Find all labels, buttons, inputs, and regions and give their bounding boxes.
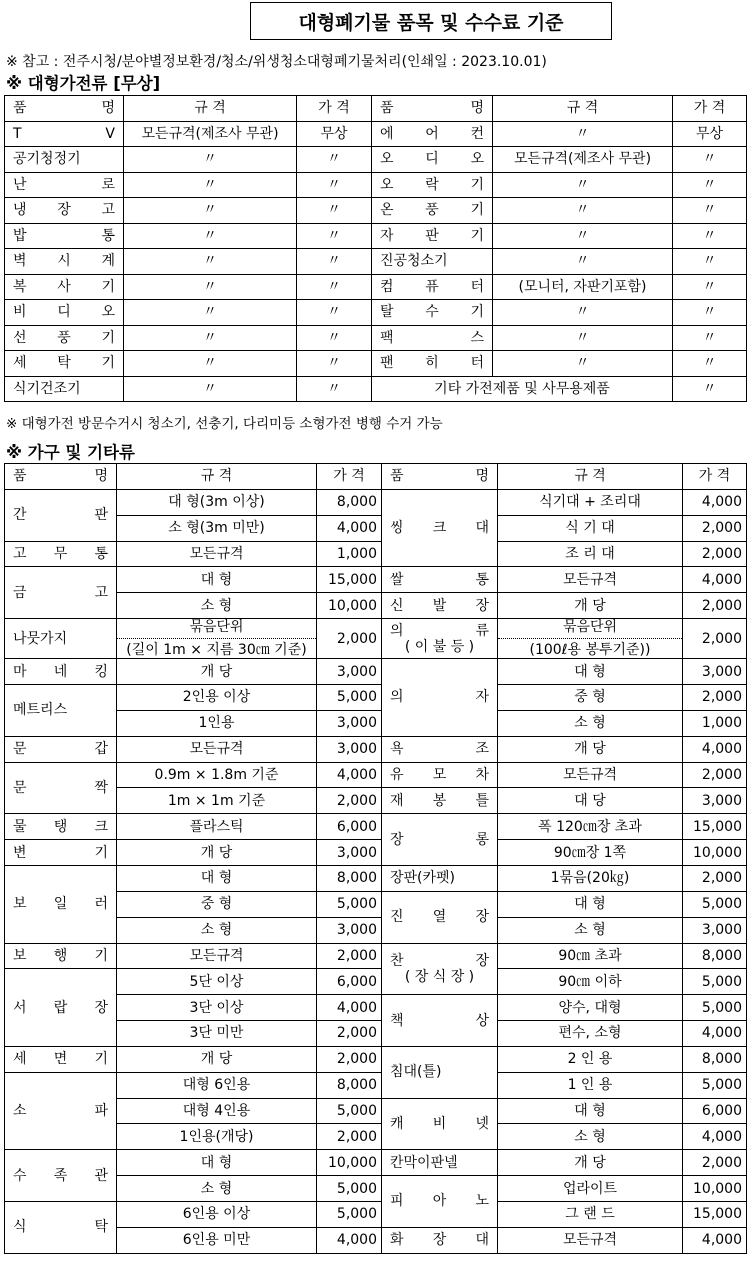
item-name: 에 어 컨 — [372, 121, 493, 147]
item-spec: 6인용 미만 — [117, 1227, 317, 1253]
item-price: 8,000 — [317, 866, 382, 892]
item-name: 메트리스 — [5, 685, 117, 737]
item-name: 오 락 기 — [372, 172, 493, 198]
item-spec: 개 당 — [498, 593, 683, 619]
item-price: 4,000 — [683, 567, 747, 593]
item-spec: 대형 6인용 — [117, 1072, 317, 1098]
item-price: 〃 — [673, 223, 747, 249]
item-price: 3,000 — [317, 736, 382, 762]
item-spec: 개 당 — [117, 1046, 317, 1072]
item-spec: 개 당 — [117, 840, 317, 866]
item-price: 〃 — [297, 300, 372, 326]
item-spec: 〃 — [493, 172, 673, 198]
table-header — [5, 464, 747, 490]
item-spec: 식 기 대 — [498, 515, 683, 541]
page-title: 대형폐기물 품목 및 수수료 기준 — [250, 2, 612, 40]
item-name: 밥 통 — [5, 223, 124, 249]
item-spec: 〃 — [493, 325, 673, 351]
item-price: 2,000 — [683, 515, 747, 541]
item-price: 3,000 — [317, 840, 382, 866]
item-name: 유 모 차 — [382, 762, 498, 788]
item-price: 10,000 — [683, 1176, 747, 1202]
item-spec: 중 형 — [117, 891, 317, 917]
item-spec: 그 랜 드 — [498, 1201, 683, 1227]
header-price: 가 격 — [317, 464, 382, 490]
item-price: 〃 — [297, 249, 372, 275]
item-name: 서 랍 장 — [5, 969, 117, 1047]
table-row — [5, 1098, 747, 1124]
item-spec: 개 당 — [498, 1150, 683, 1176]
table-row — [5, 866, 747, 892]
item-price: 8,000 — [317, 489, 382, 515]
item-name: T V — [5, 121, 124, 147]
item-price: 2,000 — [683, 619, 747, 659]
item-spec: 90㎝ 이하 — [498, 969, 683, 995]
table-header — [5, 96, 747, 122]
item-spec: 〃 — [493, 223, 673, 249]
item-spec: 폭 120㎝장 초과 — [498, 814, 683, 840]
table-row — [5, 710, 747, 736]
item-name: 복 사 기 — [5, 274, 124, 300]
item-name-line: 의 류 — [390, 622, 489, 639]
item-spec: 대형 4인용 — [117, 1098, 317, 1124]
item-spec: 2 인 용 — [498, 1046, 683, 1072]
item-price: 15,000 — [317, 567, 382, 593]
item-spec: 3단 미만 — [117, 1021, 317, 1047]
item-spec: 소 형(3m 미만) — [117, 515, 317, 541]
item-price: 〃 — [297, 147, 372, 173]
item-spec-line: 묶음단위 — [498, 619, 682, 639]
item-price: 〃 — [673, 147, 747, 173]
item-spec: 0.9m × 1.8m 기준 — [117, 762, 317, 788]
header-name: 품 명 — [372, 96, 493, 122]
item-price: 〃 — [297, 274, 372, 300]
item-price: 〃 — [673, 198, 747, 224]
item-price: 5,000 — [683, 969, 747, 995]
item-spec: 90㎝ 초과 — [498, 943, 683, 969]
table-row — [5, 593, 747, 619]
table-row — [5, 198, 747, 224]
item-name: 욕 조 — [382, 736, 498, 762]
item-price: 〃 — [673, 325, 747, 351]
item-price: 10,000 — [683, 840, 747, 866]
item-spec: 모든규격(제조사 무관) — [124, 121, 297, 147]
item-price: 5,000 — [317, 1201, 382, 1227]
table-row — [5, 489, 747, 515]
table-row — [5, 376, 747, 402]
item-spec: 〃 — [493, 198, 673, 224]
appliance-note: ※ 대형가전 방문수거시 청소기, 선충기, 다리미등 소형가전 병행 수거 가능 — [6, 416, 443, 432]
item-price: 3,000 — [683, 659, 747, 685]
item-spec: 〃 — [124, 147, 297, 173]
item-price: 15,000 — [683, 1201, 747, 1227]
table-row — [5, 917, 747, 943]
table-row — [5, 1021, 747, 1047]
table-row — [5, 943, 747, 969]
item-spec: (모니터, 자판기포함) — [493, 274, 673, 300]
item-spec: 모든규격 — [117, 541, 317, 567]
item-name: 기타 가전제품 및 사무용제품 — [372, 376, 673, 402]
item-price: 2,000 — [683, 593, 747, 619]
item-name: 진공청소기 — [372, 249, 493, 275]
item-name — [382, 619, 498, 659]
table-row — [5, 814, 747, 840]
item-price: 무상 — [297, 121, 372, 147]
table-row — [5, 351, 747, 377]
table-row — [5, 736, 747, 762]
item-price: 3,000 — [683, 788, 747, 814]
item-price: 2,000 — [317, 619, 382, 659]
item-spec: 6인용 이상 — [117, 1201, 317, 1227]
item-name: 소 파 — [5, 1072, 117, 1150]
item-spec: 모든규격 — [117, 736, 317, 762]
item-price: 〃 — [297, 223, 372, 249]
item-price: 〃 — [297, 376, 372, 402]
item-spec: 1 인 용 — [498, 1072, 683, 1098]
item-name: 온 풍 기 — [372, 198, 493, 224]
table-row — [5, 223, 747, 249]
item-name: 캐 비 넷 — [382, 1098, 498, 1150]
item-spec: 2인용 이상 — [117, 685, 317, 711]
item-spec: 〃 — [124, 300, 297, 326]
header-spec: 규 격 — [117, 464, 317, 490]
item-name: 식기건조기 — [5, 376, 124, 402]
table-row — [5, 659, 747, 685]
item-spec: 1묶음(20㎏) — [498, 866, 683, 892]
item-price: 8,000 — [317, 1072, 382, 1098]
item-spec: 소 형 — [117, 1176, 317, 1202]
table-row — [5, 1227, 747, 1253]
table-row — [5, 762, 747, 788]
item-price: 5,000 — [683, 1072, 747, 1098]
item-spec: 〃 — [124, 325, 297, 351]
table-row — [5, 1124, 747, 1150]
item-name: 식 탁 — [5, 1201, 117, 1253]
header-name: 품 명 — [382, 464, 498, 490]
item-price: 4,000 — [683, 1021, 747, 1047]
table-row — [5, 995, 747, 1021]
item-spec: 〃 — [493, 351, 673, 377]
item-price: 6,000 — [683, 1098, 747, 1124]
item-price: 5,000 — [683, 995, 747, 1021]
item-price: 4,000 — [317, 762, 382, 788]
item-name: 장 롱 — [382, 814, 498, 866]
header-spec: 규 격 — [498, 464, 683, 490]
item-spec: 대 형 — [117, 567, 317, 593]
reference-note: ※ 참고 : 전주시청/분야별정보환경/청소/위생청소대형폐기물처리(인쇄일 : 2023.10.01) — [6, 54, 547, 70]
item-name: 침대(틀) — [382, 1046, 498, 1098]
item-spec: 소 형 — [498, 710, 683, 736]
item-price: 〃 — [297, 172, 372, 198]
item-name: 칸막이판넬 — [382, 1150, 498, 1176]
item-price: 4,000 — [317, 995, 382, 1021]
item-spec: 개 당 — [117, 659, 317, 685]
item-price: 2,000 — [317, 1124, 382, 1150]
item-name: 세 탁 기 — [5, 351, 124, 377]
item-price: 4,000 — [683, 489, 747, 515]
table-row — [5, 325, 747, 351]
item-name: 의 자 — [382, 659, 498, 737]
item-name: 수 족 관 — [5, 1150, 117, 1202]
table-row — [5, 891, 747, 917]
table-row — [5, 300, 747, 326]
table-row — [5, 1176, 747, 1202]
item-spec: 대 형 — [117, 1150, 317, 1176]
item-spec: 대 형 — [498, 659, 683, 685]
table-row — [5, 685, 747, 711]
item-name-line: ( 이 불 등 ) — [404, 638, 475, 655]
item-price: 〃 — [673, 249, 747, 275]
item-price: 3,000 — [317, 917, 382, 943]
item-spec-line: 묶음단위 — [117, 619, 316, 639]
item-name: 쌀 통 — [382, 567, 498, 593]
item-price: 5,000 — [317, 1176, 382, 1202]
item-name: 마 네 킹 — [5, 659, 117, 685]
table-row — [5, 567, 747, 593]
header-name: 품 명 — [5, 96, 124, 122]
item-price: 6,000 — [317, 969, 382, 995]
section1-heading: ※ 대형가전류 [무상] — [6, 74, 161, 93]
item-spec: 모든규격 — [498, 567, 683, 593]
item-name: 난 로 — [5, 172, 124, 198]
item-price: 무상 — [673, 121, 747, 147]
item-spec: 90㎝장 1쪽 — [498, 840, 683, 866]
item-price: 2,000 — [683, 866, 747, 892]
item-name: 오 디 오 — [372, 147, 493, 173]
item-spec: 모든규격 — [498, 1227, 683, 1253]
item-price: 1,000 — [317, 541, 382, 567]
item-price: 3,000 — [683, 917, 747, 943]
item-spec: 〃 — [124, 351, 297, 377]
header-spec: 규 격 — [493, 96, 673, 122]
item-price: 5,000 — [683, 891, 747, 917]
header-name: 품 명 — [5, 464, 117, 490]
table-row — [5, 274, 747, 300]
item-price: 4,000 — [317, 1227, 382, 1253]
item-price: 3,000 — [317, 659, 382, 685]
item-spec — [498, 619, 683, 659]
item-spec: 소 형 — [117, 917, 317, 943]
item-spec-line: (길이 1m × 지름 30㎝ 기준) — [126, 642, 307, 659]
item-price: 〃 — [297, 325, 372, 351]
item-name: 벽 시 계 — [5, 249, 124, 275]
item-name-line: ( 장 식 장 ) — [404, 968, 475, 985]
item-price: 4,000 — [317, 515, 382, 541]
item-name: 문 갑 — [5, 736, 117, 762]
item-spec: 대 당 — [498, 788, 683, 814]
item-spec: 〃 — [124, 249, 297, 275]
item-name: 보 일 러 — [5, 866, 117, 944]
item-price: 2,000 — [683, 1150, 747, 1176]
item-spec: 양수, 대형 — [498, 995, 683, 1021]
item-spec: 소 형 — [498, 917, 683, 943]
item-name: 물 탱 크 — [5, 814, 117, 840]
item-spec-line: (100ℓ용 봉투기준)) — [529, 642, 651, 659]
header-price: 가 격 — [683, 464, 747, 490]
item-price: 15,000 — [683, 814, 747, 840]
item-price: 1,000 — [683, 710, 747, 736]
item-name: 변 기 — [5, 840, 117, 866]
item-spec: 1인용(개당) — [117, 1124, 317, 1150]
item-spec: 대 형(3m 이상) — [117, 489, 317, 515]
table-row — [5, 1072, 747, 1098]
item-price: 8,000 — [683, 943, 747, 969]
item-name: 비 디 오 — [5, 300, 124, 326]
item-spec: 중 형 — [498, 685, 683, 711]
item-price: 〃 — [673, 376, 747, 402]
item-name: 금 고 — [5, 567, 117, 619]
item-price: 3,000 — [317, 710, 382, 736]
table-row — [5, 969, 747, 995]
item-price: 〃 — [673, 351, 747, 377]
item-price: 2,000 — [683, 541, 747, 567]
item-spec: 3단 이상 — [117, 995, 317, 1021]
item-price: 〃 — [673, 300, 747, 326]
item-price: 2,000 — [317, 788, 382, 814]
item-name: 팩 스 — [372, 325, 493, 351]
item-price: 10,000 — [317, 593, 382, 619]
item-name: 자 판 기 — [372, 223, 493, 249]
table-row — [5, 249, 747, 275]
item-name: 장판(카펫) — [382, 866, 498, 892]
item-name: 탈 수 기 — [372, 300, 493, 326]
item-price: 5,000 — [317, 891, 382, 917]
header-price: 가 격 — [297, 96, 372, 122]
item-name: 보 행 기 — [5, 943, 117, 969]
item-spec — [117, 619, 317, 659]
item-spec: 대 형 — [498, 891, 683, 917]
item-name: 화 장 대 — [382, 1227, 498, 1253]
item-price: 5,000 — [317, 1098, 382, 1124]
item-price: 4,000 — [683, 736, 747, 762]
item-name-line: 찬 장 — [390, 952, 489, 969]
item-name: 컴 퓨 터 — [372, 274, 493, 300]
item-spec: 1m × 1m 기준 — [117, 788, 317, 814]
item-spec: 플라스틱 — [117, 814, 317, 840]
header-price: 가 격 — [673, 96, 747, 122]
item-price: 5,000 — [317, 685, 382, 711]
table-row — [5, 840, 747, 866]
item-spec: 5단 이상 — [117, 969, 317, 995]
item-spec: 대 형 — [117, 866, 317, 892]
item-name: 신 발 장 — [382, 593, 498, 619]
item-spec: 〃 — [493, 249, 673, 275]
item-price: 10,000 — [317, 1150, 382, 1176]
item-name: 세 면 기 — [5, 1046, 117, 1072]
header-spec: 규 격 — [124, 96, 297, 122]
table-row — [5, 541, 747, 567]
table-row — [5, 121, 747, 147]
item-spec: 〃 — [124, 274, 297, 300]
item-name: 문 짝 — [5, 762, 117, 814]
item-spec: 모든규격 — [498, 762, 683, 788]
item-name: 나뭇가지 — [5, 619, 117, 659]
item-spec: 편수, 소형 — [498, 1021, 683, 1047]
table-row — [5, 1046, 747, 1072]
item-spec: 업라이트 — [498, 1176, 683, 1202]
item-spec: 〃 — [493, 121, 673, 147]
item-name: 고 무 통 — [5, 541, 117, 567]
item-spec: 개 당 — [498, 736, 683, 762]
table-row — [5, 172, 747, 198]
item-name: 선 풍 기 — [5, 325, 124, 351]
item-price: 2,000 — [683, 685, 747, 711]
item-name: 책 상 — [382, 995, 498, 1047]
item-price: 4,000 — [683, 1227, 747, 1253]
item-price: 〃 — [297, 198, 372, 224]
item-name: 팬 히 터 — [372, 351, 493, 377]
table-row — [5, 147, 747, 173]
item-price: 2,000 — [317, 1046, 382, 1072]
item-spec: 모든규격 — [117, 943, 317, 969]
item-price: 6,000 — [317, 814, 382, 840]
item-spec: 소 형 — [498, 1124, 683, 1150]
item-spec: 소 형 — [117, 593, 317, 619]
item-spec: 모든규격(제조사 무관) — [493, 147, 673, 173]
appliance-table — [4, 95, 747, 402]
item-price: 2,000 — [683, 762, 747, 788]
item-spec: 〃 — [124, 223, 297, 249]
table-row — [5, 788, 747, 814]
item-spec: 대 형 — [498, 1098, 683, 1124]
item-price: 〃 — [673, 172, 747, 198]
item-name: 재 봉 틀 — [382, 788, 498, 814]
item-price: 〃 — [297, 351, 372, 377]
item-spec: 〃 — [124, 376, 297, 402]
table-row — [5, 1201, 747, 1227]
table-row — [5, 515, 747, 541]
furniture-table — [4, 463, 747, 1254]
item-name: 냉 장 고 — [5, 198, 124, 224]
item-name: 진 열 장 — [382, 891, 498, 943]
item-spec: 1인용 — [117, 710, 317, 736]
item-price: 〃 — [673, 274, 747, 300]
item-price: 2,000 — [317, 943, 382, 969]
item-name — [382, 943, 498, 995]
item-spec: 〃 — [124, 172, 297, 198]
section2-heading: ※ 가구 및 기타류 — [6, 443, 135, 462]
item-name: 씽 크 대 — [382, 489, 498, 567]
item-price: 4,000 — [683, 1124, 747, 1150]
item-spec: 〃 — [493, 300, 673, 326]
item-name: 공기청정기 — [5, 147, 124, 173]
item-spec: 조 리 대 — [498, 541, 683, 567]
item-name: 간 판 — [5, 489, 117, 541]
item-name: 피 아 노 — [382, 1176, 498, 1228]
item-spec: 식기대 + 조리대 — [498, 489, 683, 515]
table-row — [5, 1150, 747, 1176]
item-spec: 〃 — [124, 198, 297, 224]
item-price: 8,000 — [683, 1046, 747, 1072]
item-price: 2,000 — [317, 1021, 382, 1047]
